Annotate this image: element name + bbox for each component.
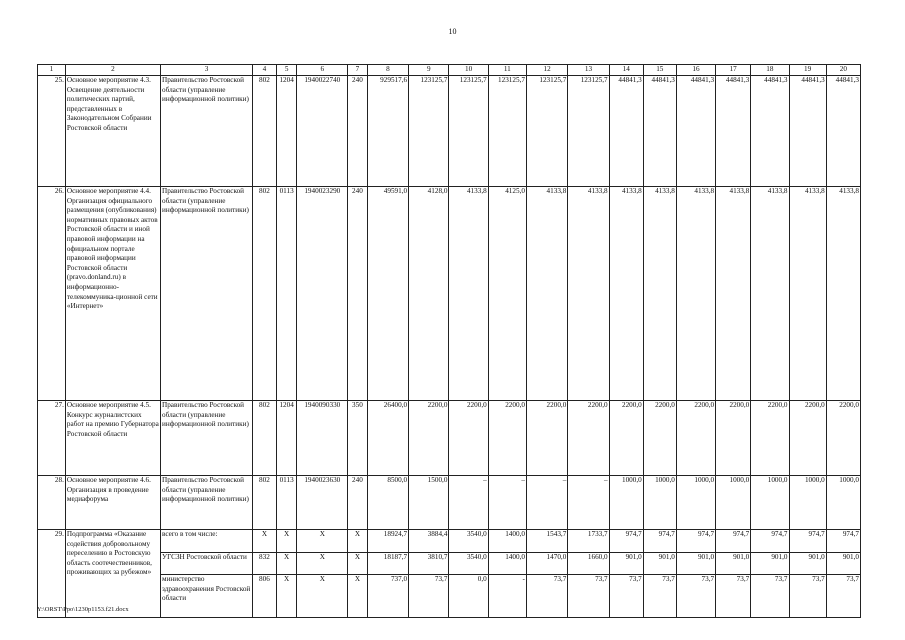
row-number: 27. [38,401,66,476]
amount-cell: 4133,8 [676,187,715,401]
amount-cell: 3540,0 [449,530,488,553]
amount-cell: 974,7 [826,530,860,553]
footer-file-path: Y:\ORST\Ppo\1230p1153.f21.docx [37,606,129,613]
executor-cell: УГСЗН Ростовской области [161,553,253,575]
amount-cell: 2200,0 [609,401,643,476]
executor-cell: Правительство Ростовской области (управление информационной политики) [161,476,253,530]
code-cell: X [297,553,348,575]
amount-cell: 73,7 [526,575,567,618]
amount-cell: 44841,3 [826,76,860,187]
table-row [38,575,861,618]
amount-cell: 2200,0 [716,401,751,476]
column-number-header: 9 [409,65,449,76]
column-number-header: 20 [826,65,860,76]
amount-cell: 974,7 [609,530,643,553]
code-cell: 1940090330 [297,401,348,476]
budget-table [37,64,861,618]
amount-cell: 974,7 [751,530,789,553]
code-cell: 0113 [276,187,297,401]
amount-cell: 2200,0 [676,401,715,476]
code-cell: 240 [348,76,368,187]
executor-cell: Правительство Ростовской области (управление информационной политики) [161,401,253,476]
amount-cell: 49591,0 [367,187,408,401]
activity-name: Основное мероприятие 4.5. Конкурс журналистских работ на премию Губернатора Ростовской области [65,401,160,476]
amount-cell: 901,0 [751,553,789,575]
amount-cell: 737,0 [367,575,408,618]
amount-cell: 123125,7 [409,76,449,187]
code-cell: 1204 [276,401,297,476]
amount-cell: 1400,0 [488,553,526,575]
code-cell: X [297,575,348,618]
page-number: 10 [448,27,457,36]
amount-cell: 901,0 [676,553,715,575]
code-cell: X [348,530,368,553]
amount-cell: - [488,575,526,618]
amount-cell: 4128,0 [409,187,449,401]
column-number-header: 5 [276,65,297,76]
amount-cell: 1733,7 [568,530,609,553]
amount-cell: 2200,0 [643,401,676,476]
code-cell: 1940023290 [297,187,348,401]
amount-cell: 1000,0 [676,476,715,530]
amount-cell: 1000,0 [716,476,751,530]
column-header-row [38,65,861,76]
column-number-header: 3 [161,65,253,76]
code-cell: 802 [253,76,277,187]
column-number-header: 13 [568,65,609,76]
code-cell: X [348,575,368,618]
amount-cell: 1660,0 [568,553,609,575]
table-row [38,530,861,553]
amount-cell: 974,7 [789,530,826,553]
column-number-header: 1 [38,65,66,76]
code-cell: 350 [348,401,368,476]
amount-cell: 26400,0 [367,401,408,476]
amount-cell: 2200,0 [789,401,826,476]
amount-cell: 73,7 [643,575,676,618]
amount-cell: 929517,6 [367,76,408,187]
amount-cell: 2200,0 [449,401,488,476]
amount-cell: 2200,0 [568,401,609,476]
amount-cell: 1000,0 [789,476,826,530]
amount-cell: 974,7 [643,530,676,553]
column-number-header: 8 [367,65,408,76]
amount-cell: 2200,0 [409,401,449,476]
column-number-header: 10 [449,65,488,76]
column-number-header: 11 [488,65,526,76]
amount-cell: 0,0 [449,575,488,618]
amount-cell: 1470,0 [526,553,567,575]
amount-cell: 4125,0 [488,187,526,401]
amount-cell: 4133,8 [789,187,826,401]
activity-name: Основное мероприятие 4.4. Организация официального размещения (опубликования) нормативных правовых актов Ростовской области и иной правовой информации на официальном портале правовой информации Ростовской области (pravo.donland.ru) в информационно-телекоммуника-ционной сети «Интернет» [65,187,160,401]
row-number: 29. [38,530,66,618]
amount-cell: 4133,8 [609,187,643,401]
amount-cell: 73,7 [609,575,643,618]
code-cell: X [297,530,348,553]
amount-cell: 3810,7 [409,553,449,575]
code-cell: X [276,575,297,618]
code-cell: 1940022740 [297,76,348,187]
amount-cell: 1000,0 [643,476,676,530]
row-number: 26. [38,187,66,401]
code-cell: 1204 [276,76,297,187]
amount-cell: 1500,0 [409,476,449,530]
executor-cell: Правительство Ростовской области (управление информационной политики) [161,76,253,187]
amount-cell: 18924,7 [367,530,408,553]
amount-cell: 73,7 [789,575,826,618]
amount-cell: – [568,476,609,530]
amount-cell: 2200,0 [488,401,526,476]
code-cell: X [348,553,368,575]
amount-cell: 4133,8 [568,187,609,401]
activity-name: Основное мероприятие 4.6. Организация в проведение медиафорума [65,476,160,530]
amount-cell: 123125,7 [568,76,609,187]
amount-cell: 4133,8 [643,187,676,401]
amount-cell: 1543,7 [526,530,567,553]
code-cell: 832 [253,553,277,575]
code-cell: 1940023630 [297,476,348,530]
amount-cell: 44841,3 [609,76,643,187]
code-cell: 802 [253,187,277,401]
amount-cell: 73,7 [676,575,715,618]
amount-cell: 1400,0 [488,530,526,553]
amount-cell: 44841,3 [676,76,715,187]
amount-cell: 4133,8 [449,187,488,401]
code-cell: 240 [348,187,368,401]
table-row [38,401,861,476]
column-number-header: 12 [526,65,567,76]
column-number-header: 18 [751,65,789,76]
column-number-header: 2 [65,65,160,76]
amount-cell: 73,7 [826,575,860,618]
amount-cell: 974,7 [716,530,751,553]
amount-cell: 73,7 [568,575,609,618]
executor-cell: министерство здравоохранения Ростовской области [161,575,253,618]
amount-cell: 1000,0 [826,476,860,530]
amount-cell: 3540,0 [449,553,488,575]
table-row [38,476,861,530]
code-cell: 802 [253,401,277,476]
table-row [38,76,861,187]
amount-cell: 44841,3 [716,76,751,187]
row-number: 28. [38,476,66,530]
amount-cell: 4133,8 [751,187,789,401]
amount-cell: 8500,0 [367,476,408,530]
column-number-header: 7 [348,65,368,76]
amount-cell: 3884,4 [409,530,449,553]
code-cell: 802 [253,476,277,530]
column-number-header: 14 [609,65,643,76]
amount-cell: 901,0 [716,553,751,575]
amount-cell: 123125,7 [526,76,567,187]
column-number-header: 15 [643,65,676,76]
amount-cell: 73,7 [716,575,751,618]
amount-cell: 4133,8 [526,187,567,401]
amount-cell: 44841,3 [643,76,676,187]
code-cell: 240 [348,476,368,530]
amount-cell: 73,7 [751,575,789,618]
table-row [38,553,861,575]
amount-cell: 901,0 [789,553,826,575]
amount-cell: – [488,476,526,530]
amount-cell: 123125,7 [488,76,526,187]
executor-cell: Правительство Ростовской области (управление информационной политики) [161,187,253,401]
amount-cell: 2200,0 [826,401,860,476]
executor-cell: всего в том числе: [161,530,253,553]
column-number-header: 16 [676,65,715,76]
column-number-header: 17 [716,65,751,76]
amount-cell: 18187,7 [367,553,408,575]
amount-cell: 901,0 [826,553,860,575]
code-cell: X [276,530,297,553]
code-cell: X [276,553,297,575]
code-cell: X [253,530,277,553]
amount-cell: 44841,3 [751,76,789,187]
code-cell: 806 [253,575,277,618]
column-number-header: 19 [789,65,826,76]
amount-cell: 901,0 [609,553,643,575]
column-number-header: 4 [253,65,277,76]
activity-name: Подпрограмма «Оказание содействия добровольному переселению в Ростовскую область соотечественников, проживающих за рубежом» [65,530,160,618]
amount-cell: 73,7 [409,575,449,618]
amount-cell: 1000,0 [609,476,643,530]
amount-cell: 974,7 [676,530,715,553]
column-number-header: 6 [297,65,348,76]
table-row [38,187,861,401]
amount-cell: 4133,8 [716,187,751,401]
amount-cell: 2200,0 [526,401,567,476]
activity-name: Основное мероприятие 4.3. Освещение деятельности политических партий, представленных в Законодательном Собрании Ростовской области [65,76,160,187]
amount-cell: 4133,8 [826,187,860,401]
row-number: 25. [38,76,66,187]
amount-cell: – [526,476,567,530]
amount-cell: 1000,0 [751,476,789,530]
amount-cell: 901,0 [643,553,676,575]
amount-cell: – [449,476,488,530]
amount-cell: 2200,0 [751,401,789,476]
amount-cell: 123125,7 [449,76,488,187]
code-cell: 0113 [276,476,297,530]
amount-cell: 44841,3 [789,76,826,187]
